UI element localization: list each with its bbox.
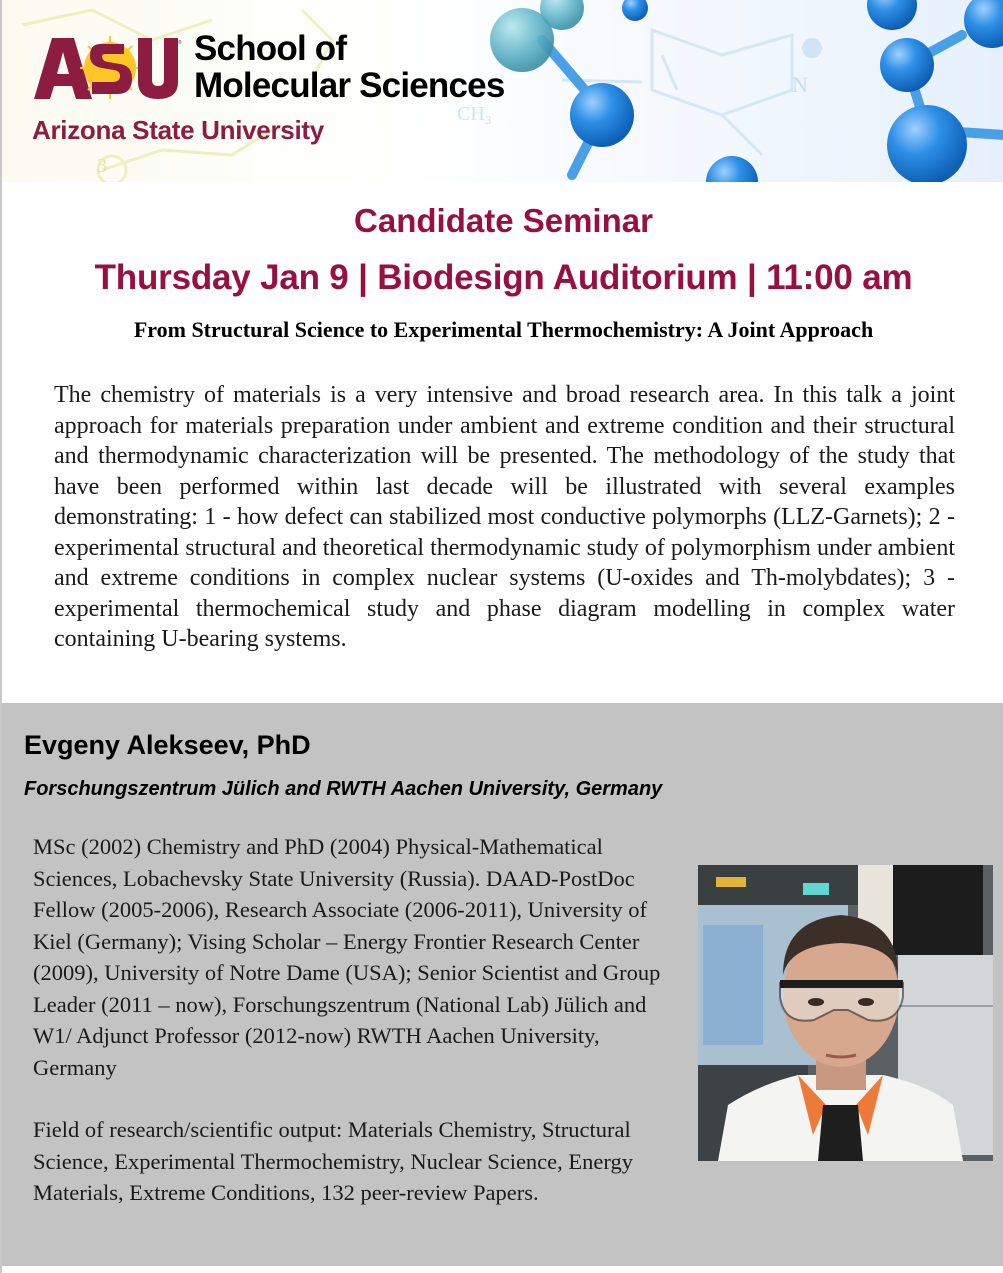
speaker-name: Evgeny Alekseev, PhD bbox=[24, 730, 311, 760]
asu-logo bbox=[32, 36, 182, 99]
svg-text:N: N bbox=[792, 72, 808, 97]
university-name: Arizona State University bbox=[32, 115, 324, 145]
header-banner bbox=[2, 0, 1003, 182]
school-name bbox=[194, 30, 504, 104]
event-type-heading: Candidate Seminar bbox=[354, 202, 653, 239]
speaker-panel bbox=[2, 703, 1003, 1266]
school-name-line1: School of bbox=[194, 29, 347, 68]
speaker-research: Field of research/scientific output: Materials Chemistry, Structural Science, Experimental Thermochemistry, Nuclear Science, Energy Materials, Extreme Conditions, 132 peer-review Papers. bbox=[33, 1117, 633, 1205]
svg-text:CH₃: CH₃ bbox=[457, 103, 492, 125]
speaker-photo bbox=[698, 865, 993, 1161]
speaker-career: MSc (2002) Chemistry and PhD (2004) Physical-Mathematical Sciences, Lobachevsky State University (Russia). DAAD-PostDoc Fellow (2005-2006), Research Associate (2006-2011), University of Kiel (Germany); Vising Scholar – Energy Frontier Research Center (2009), University of Notre Dame (USA); Senior Scientist and Group Leader (2011 – now), Forschungszentrum (National Lab) Jülich and W1/ Adjunct Professor (2012-now) RWTH Aachen University, Germany bbox=[33, 834, 661, 1080]
speaker-portrait-image bbox=[698, 865, 993, 1161]
talk-title: From Structural Science to Experimental Thermochemistry: A Joint Approach bbox=[133, 317, 874, 342]
svg-text:3: 3 bbox=[97, 155, 107, 177]
abstract-text: The chemistry of materials is a very intensive and broad research area. In this talk a joint approach for materials preparation under ambient and extreme condition and their structural and thermodynamic characterization will be presented. The methodology of the study that have been performed within last decade will be illustrated with several examples demonstrating: 1 - how defect can stabilized most conductive polymorphs (LLZ-Garnets); 2 - experimental structural and theoretical thermodynamic study of polymorphism under ambient and extreme conditions in complex nuclear systems (U-oxides and Th-molybdates); 3 - experimental thermochemical study and phase diagram modelling in complex water containing U-bearing systems. bbox=[54, 382, 955, 652]
event-details-heading: Thursday Jan 9 | Biodesign Auditorium | 11:00 am bbox=[94, 258, 913, 297]
speaker-affiliation: Forschungszentrum Jülich and RWTH Aachen University, Germany bbox=[24, 778, 663, 800]
svg-text:®: ® bbox=[178, 40, 182, 46]
speaker-bio bbox=[33, 831, 673, 1240]
school-name-line2: Molecular Sciences bbox=[194, 66, 505, 105]
